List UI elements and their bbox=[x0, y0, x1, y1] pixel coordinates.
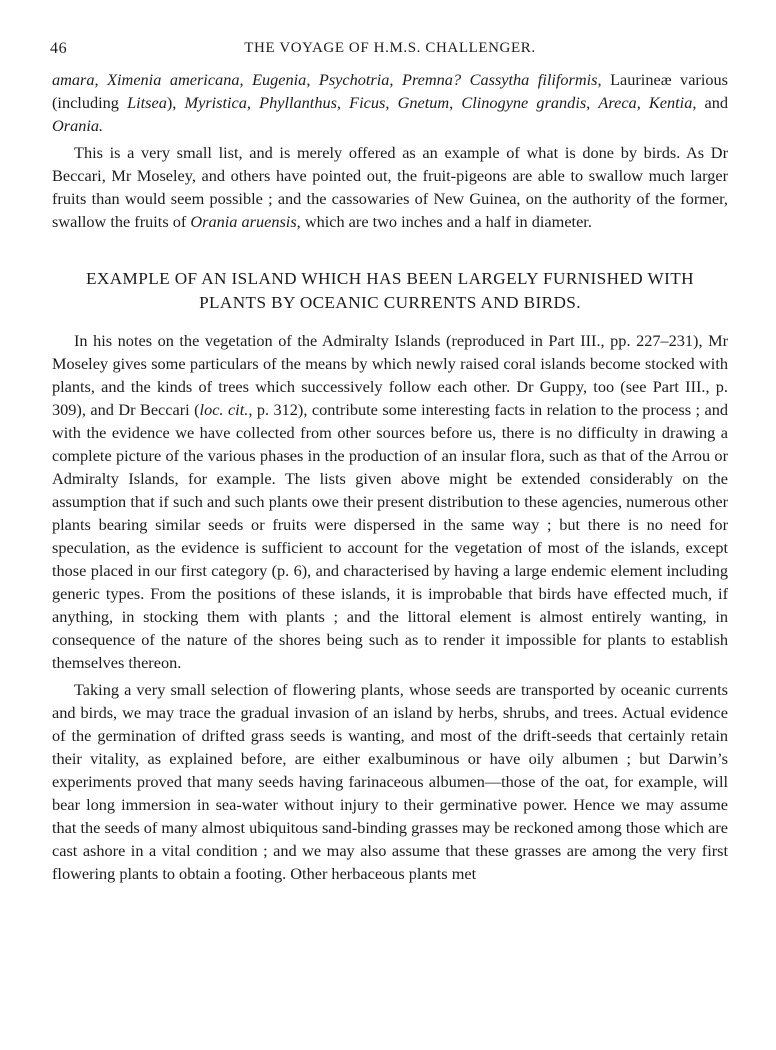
text-run: amara, bbox=[52, 70, 99, 89]
text-run: Premna? bbox=[402, 70, 462, 89]
text-run: loc. cit. bbox=[199, 400, 249, 419]
text-run: Gnetum, bbox=[397, 93, 454, 112]
paragraph-admiralty-islands bbox=[52, 329, 728, 674]
text-run: Psychotria, bbox=[318, 70, 394, 89]
paragraph-birds bbox=[52, 141, 728, 233]
text-run: In his notes on the vegetation of the Admiralty Islands (reproduced in Part III., pp. 227–231), Mr Moseley gives some particulars of the means by which newly raised coral islands become stocked with plants, and the kinds of trees which successively follow each other. Dr Guppy, too (see Part III., p. 309), and Dr Beccari ( bbox=[52, 331, 728, 419]
text-run: Phyllanthus, bbox=[259, 93, 342, 112]
running-title: THE VOYAGE OF H.M.S. CHALLENGER. bbox=[244, 40, 536, 56]
text-run: Cassytha filiformis, bbox=[469, 70, 602, 89]
text-run: Ximenia americana, bbox=[107, 70, 244, 89]
text-run: Myristica, bbox=[184, 93, 251, 112]
text-run: which are two inches and a half in diameter. bbox=[300, 212, 592, 231]
text-run: Ficus, bbox=[349, 93, 390, 112]
text-run: Orania aruensis, bbox=[190, 212, 301, 231]
text-run: , p. 312), contribute some interesting facts in relation to the process ; and with the evidence we have collected from other sources before us, there is no difficulty in drawing a complete picture of the various phases in the production of an insular flora, such as that of the Arrou or Admiralty Islands, for example. The lists given above might be extended considerably on the assumption that if such and such plants owe their present distribution to these agencies, numerous other plants bearing similar seeds or fruits were dispersed in the same way ; but there is no need for speculation, as the evidence is sufficient to account for the vegetation of most of the islands, except those placed in our first category (p. 6), and characterised by having a large endemic element including generic types. From the positions of these islands, it is improbable that birds have effected much, if anything, in stocking them with plants ; and the littoral element is almost entirely wanting, in consequence of the nature of the shores being such as to render it impossible for plants to establish themselves thereon. bbox=[52, 400, 729, 672]
section-heading: EXAMPLE OF AN ISLAND WHICH HAS BEEN LARGELY FURNISHED WITH PLANTS BY OCEANIC CURRENTS AND BIRDS. bbox=[86, 269, 694, 312]
page-number: 46 bbox=[50, 40, 68, 57]
text-run: Litsea bbox=[127, 93, 167, 112]
text-run: Clinogyne grandis, bbox=[461, 93, 591, 112]
text-run: Orania. bbox=[52, 116, 104, 135]
text-run: and bbox=[696, 93, 729, 112]
running-head bbox=[52, 40, 728, 68]
paragraph-invasion: Taking a very small selection of flowering plants, whose seeds are transported by oceanic currents and birds, we may trace the gradual invasion of an island by herbs, shrubs, and trees. Actual evidence of the germination of drifted grass seeds is wanting, and most of the drift-seeds that certainly retain their vitality, as explained before, are either exalbuminous or have oily albumen ; but Darwin’s experiments proved that many seeds having farinaceous albumen—those of the oat, for example, will bear long immersion in sea-water without injury to their germinative power. Hence we may assume that the seeds of many almost ubiquitous sand-binding grasses may be reckoned among those which are cast ashore in a vital condition ; and we may also assume that these grasses are among the very first flowering plants to obtain a footing. Other herbaceous plants met bbox=[52, 680, 728, 883]
text-run: Areca, bbox=[598, 93, 641, 112]
text-run: Kentia, bbox=[648, 93, 697, 112]
text-run: Eugenia, bbox=[252, 70, 311, 89]
page bbox=[52, 40, 728, 885]
text-run: Laurineæ various (including bbox=[52, 70, 728, 112]
text-run: This is a very small list, and is merely offered as an example of what is done by birds. As Dr Beccari, Mr Moseley, and others have pointed out, the fruit-pigeons are able to swallow much larger fruits than would seem possible ; and the cassowaries of New Guinea, on the authority of the former, swallow the fruits of bbox=[52, 143, 728, 231]
paragraph-plant-list: amara, Ximenia americana, Eugenia, Psychotria, Premna? Cassytha filiformis, Laurineæ various (including Litsea), Myristica, Phyllanthus, Ficus, Gnetum, Clinogyne grandis, Areca, Kentia, and Orania. bbox=[52, 70, 729, 135]
